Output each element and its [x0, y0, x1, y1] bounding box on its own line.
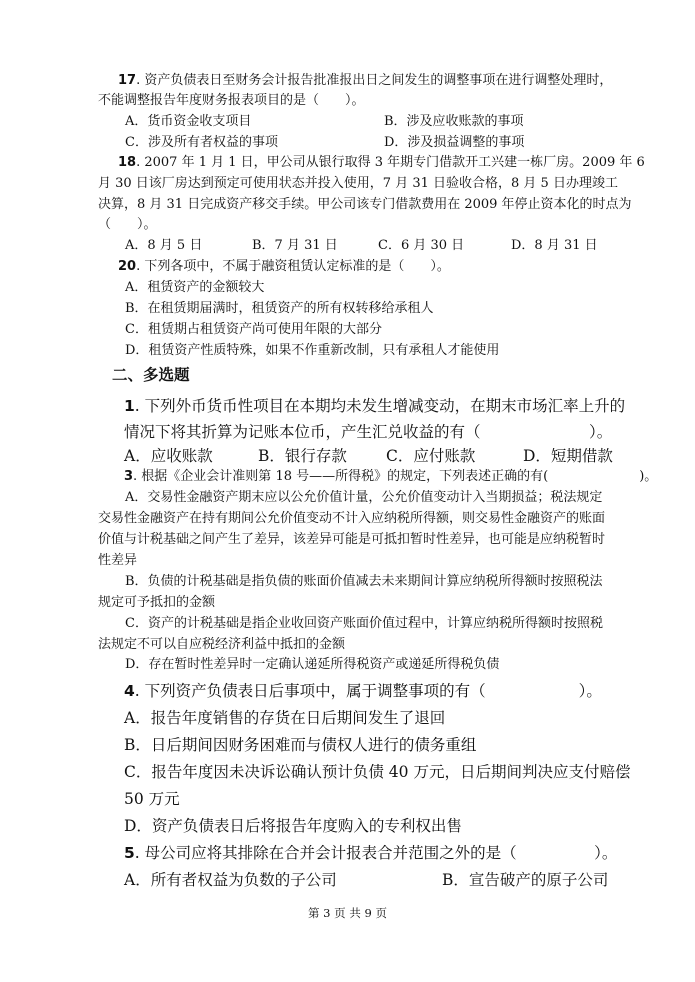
multi-question-4-option-a: A．报告年度销售的存货在日后期间发生了退回 [124, 709, 446, 727]
multi-question-3-line-1 [124, 467, 657, 487]
multi-question-4-option-d: D．资产负债表日后将报告年度购入的专利权出售 [124, 817, 462, 835]
question-text: . 下列资产负债表日后事项中，属于调整事项的有（ ）。 [134, 682, 602, 700]
multi-question-1-option-b: B．银行存款 [258, 447, 347, 465]
question-number: 17 [118, 73, 137, 88]
multi-question-3-option-a-line-2: 交易性金融资产在持有期间公允价值变动不计入应纳税所得额，则交易性金融资产的账面 [98, 511, 606, 526]
question-18-option-d: D．8 月 31 日 [511, 238, 598, 253]
question-text: . 根据《企业会计准则第 18 号——所得税》的规定，下列表述正确的有( )。 [133, 469, 658, 484]
multi-question-1-line-2: 情况下将其折算为记账本位币，产生汇兑收益的有（ ）。 [124, 423, 613, 441]
multi-question-3-option-a-line-1: A．交易性金融资产期末应以公允价值计量，公允价值变动计入当期损益；税法规定 [125, 490, 603, 505]
question-17-option-a: A．货币资金收支项目 [125, 114, 252, 129]
multi-question-1-option-c: C．应付账款 [386, 447, 476, 465]
question-20-option-b: B．在租赁期届满时，租赁资产的所有权转移给承租人 [125, 301, 434, 316]
multi-question-3-option-c-line-1: C．资产的计税基础是指企业收回资产账面价值过程中，计算应纳税所得额时按照税 [125, 616, 603, 631]
multi-question-5-option-b: B．宣告破产的原子公司 [442, 871, 609, 889]
question-18-line-1 [118, 153, 645, 173]
multi-question-3-option-b-line-1: B．负债的计税基础是指负债的账面价值减去未来期间计算应纳税所得额时按照税法 [125, 574, 603, 589]
question-18-line-4: （ ）。 [98, 217, 157, 232]
question-17-line-2: 不能调整报告年度财务报表项目的是（ ）。 [98, 93, 365, 108]
question-18-option-a: A．8 月 5 日 [125, 238, 203, 253]
multi-question-4-option-c-line-1: C．报告年度因未决诉讼确认预计负债 40 万元，日后期间判决应支付赔偿 [124, 763, 631, 781]
question-20-option-a: A．租赁资产的金额较大 [125, 280, 265, 295]
question-17-option-b: B．涉及应收账款的事项 [384, 114, 524, 129]
question-18-line-3: 决算，8 月 31 日完成资产移交手续。甲公司该专门借款费用在 2009 年停止资本化的时点为 [98, 197, 632, 212]
question-number: 5 [124, 844, 135, 862]
section-heading: 二、多选题 [112, 366, 190, 384]
multi-question-1-option-a: A．应收账款 [124, 447, 213, 465]
multi-question-1-option-d: D．短期借款 [523, 447, 613, 465]
question-20-option-c: C．租赁期占租赁资产尚可使用年限的大部分 [125, 322, 382, 337]
question-number: 3 [124, 469, 134, 484]
multi-question-3-option-c-line-2: 法规定不可以自应税经济利益中抵扣的金额 [98, 637, 346, 652]
multi-question-5-line-1 [124, 842, 617, 864]
question-text: . 2007 年 1 月 1 日，甲公司从银行取得 3 年期专门借款开工兴建一栋厂房。2009 年 6 [136, 155, 645, 170]
question-20-option-d: D．租赁资产性质特殊，如果不作重新改制，只有承租人才能使用 [125, 343, 500, 358]
question-number: 20 [118, 259, 137, 274]
question-17-line-1 [118, 71, 612, 91]
question-20-line-1 [118, 257, 450, 277]
question-text: . 下列各项中，不属于融资租赁认定标准的是（ ）。 [136, 259, 450, 274]
question-18-line-2: 月 30 日该厂房达到预定可使用状态并投入使用，7 月 31 日验收合格，8 月 5 日办理竣工 [98, 176, 618, 191]
question-text: . 资产负债表日至财务会计报告批准报出日之间发生的调整事项在进行调整处理时， [136, 73, 613, 88]
multi-question-4-option-c-line-2: 50 万元 [124, 790, 180, 808]
multi-question-4-option-b: B．日后期间因财务困难而与债权人进行的债务重组 [124, 736, 477, 754]
page-footer: 第 3 页 共 9 页 [308, 906, 387, 920]
question-17-option-c: C．涉及所有者权益的事项 [125, 135, 278, 150]
question-17-option-d: D．涉及损益调整的事项 [384, 135, 525, 150]
question-number: 4 [124, 682, 135, 700]
multi-question-3-option-b-line-2: 规定可予抵扣的金额 [98, 595, 216, 610]
question-text: . 母公司应将其排除在合并会计报表合并范围之外的是（ ）。 [134, 844, 618, 862]
question-18-option-c: C．6 月 30 日 [378, 238, 465, 253]
multi-question-4-line-1 [124, 680, 602, 702]
multi-question-3-option-a-line-3: 价值与计税基础之间产生了差异，该差异可能是可抵扣暂时性差异，也可能是应纳税暂时 [98, 532, 606, 547]
question-number: 1 [124, 397, 135, 415]
question-number: 18 [118, 155, 137, 170]
question-text: . 下列外币货币性项目在本期均未发生增减变动，在期末市场汇率上升的 [134, 397, 626, 415]
multi-question-3-option-a-line-4: 性差异 [98, 553, 138, 568]
multi-question-3-option-d: D．存在暂时性差异时一定确认递延所得税资产或递延所得税负债 [125, 657, 500, 672]
question-18-option-b: B．7 月 31 日 [252, 238, 338, 253]
multi-question-1-line-1 [124, 395, 625, 417]
multi-question-5-option-a: A．所有者权益为负数的子公司 [124, 871, 337, 889]
